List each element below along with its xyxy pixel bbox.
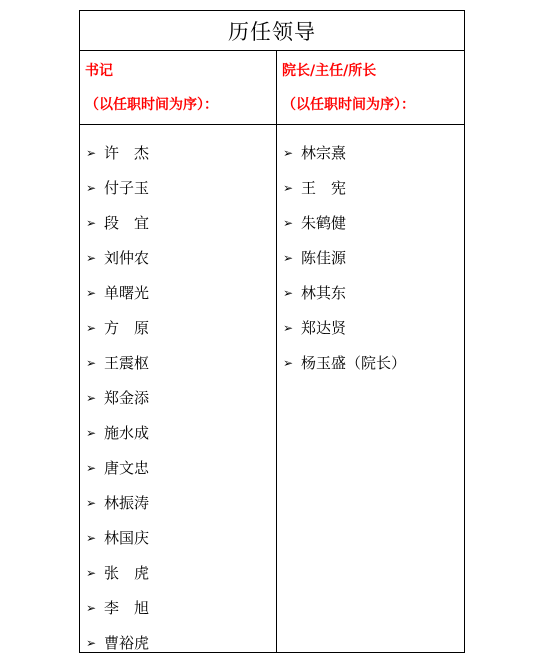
list-item [283,170,406,205]
list-item [86,555,149,590]
arrow-bullet-icon: ➢ [86,425,97,440]
director-subheading: （以任职时间为序）： [282,97,415,113]
list-item [86,310,149,345]
secretary-column-header [85,51,273,124]
director-name: 林其东 [301,284,347,302]
arrow-bullet-icon: ➢ [283,180,294,195]
secretary-name: 张 虎 [104,564,150,582]
list-item [86,135,149,170]
list-item [283,240,406,275]
secretary-name: 单曙光 [104,284,150,302]
header-row [80,51,464,125]
secretary-name: 郑金添 [104,389,150,407]
secretary-name: 唐文忠 [104,459,150,477]
director-name: 郑达贤 [301,319,347,337]
list-item [86,625,149,660]
column-divider [276,51,277,653]
secretary-name: 李 旭 [104,599,150,617]
director-name: 王 宪 [301,179,347,197]
secretary-list [86,135,149,660]
secretary-name: 林振涛 [104,494,150,512]
secretary-name: 王震枢 [104,354,150,372]
list-item [86,275,149,310]
list-item [283,275,406,310]
secretary-name: 许 杰 [104,144,150,162]
arrow-bullet-icon: ➢ [86,530,97,545]
director-column-header [282,51,462,124]
list-item [86,240,149,275]
director-name: 林宗熹 [301,144,347,162]
list-item [86,345,149,380]
arrow-bullet-icon: ➢ [86,495,97,510]
arrow-bullet-icon: ➢ [86,145,97,160]
arrow-bullet-icon: ➢ [86,285,97,300]
arrow-bullet-icon: ➢ [283,250,294,265]
list-item [283,205,406,240]
arrow-bullet-icon: ➢ [86,320,97,335]
arrow-bullet-icon: ➢ [283,215,294,230]
director-name: 朱鹤健 [301,214,347,232]
list-item [86,520,149,555]
arrow-bullet-icon: ➢ [86,355,97,370]
leaders-table [79,10,465,653]
arrow-bullet-icon: ➢ [86,180,97,195]
list-item [86,170,149,205]
list-item [86,590,149,625]
secretary-name: 刘仲农 [104,249,150,267]
director-name: 陈佳源 [301,249,347,267]
arrow-bullet-icon: ➢ [86,460,97,475]
arrow-bullet-icon: ➢ [283,145,294,160]
arrow-bullet-icon: ➢ [283,320,294,335]
arrow-bullet-icon: ➢ [86,215,97,230]
arrow-bullet-icon: ➢ [86,390,97,405]
arrow-bullet-icon: ➢ [283,285,294,300]
arrow-bullet-icon: ➢ [86,250,97,265]
table-title: 历任领导 [80,11,464,51]
arrow-bullet-icon: ➢ [86,600,97,615]
arrow-bullet-icon: ➢ [86,565,97,580]
secretary-name: 曹裕虎 [104,634,150,652]
list-item [86,415,149,450]
secretary-name: 付子玉 [104,179,150,197]
list-item [86,450,149,485]
list-item [283,135,406,170]
arrow-bullet-icon: ➢ [86,635,97,650]
director-name: 杨玉盛（院长） [301,354,407,372]
list-item [283,345,406,380]
secretary-name: 段 宜 [104,214,150,232]
list-item [86,485,149,520]
secretary-heading: 书记 [85,63,113,79]
secretary-name: 方 原 [104,319,150,337]
director-heading: 院长/主任/所长 [282,63,377,79]
list-item [86,380,149,415]
secretary-name: 林国庆 [104,529,150,547]
secretary-subheading: （以任职时间为序）： [85,97,218,113]
secretary-name: 施水成 [104,424,150,442]
director-list [283,135,406,380]
arrow-bullet-icon: ➢ [283,355,294,370]
list-item [86,205,149,240]
list-item [283,310,406,345]
